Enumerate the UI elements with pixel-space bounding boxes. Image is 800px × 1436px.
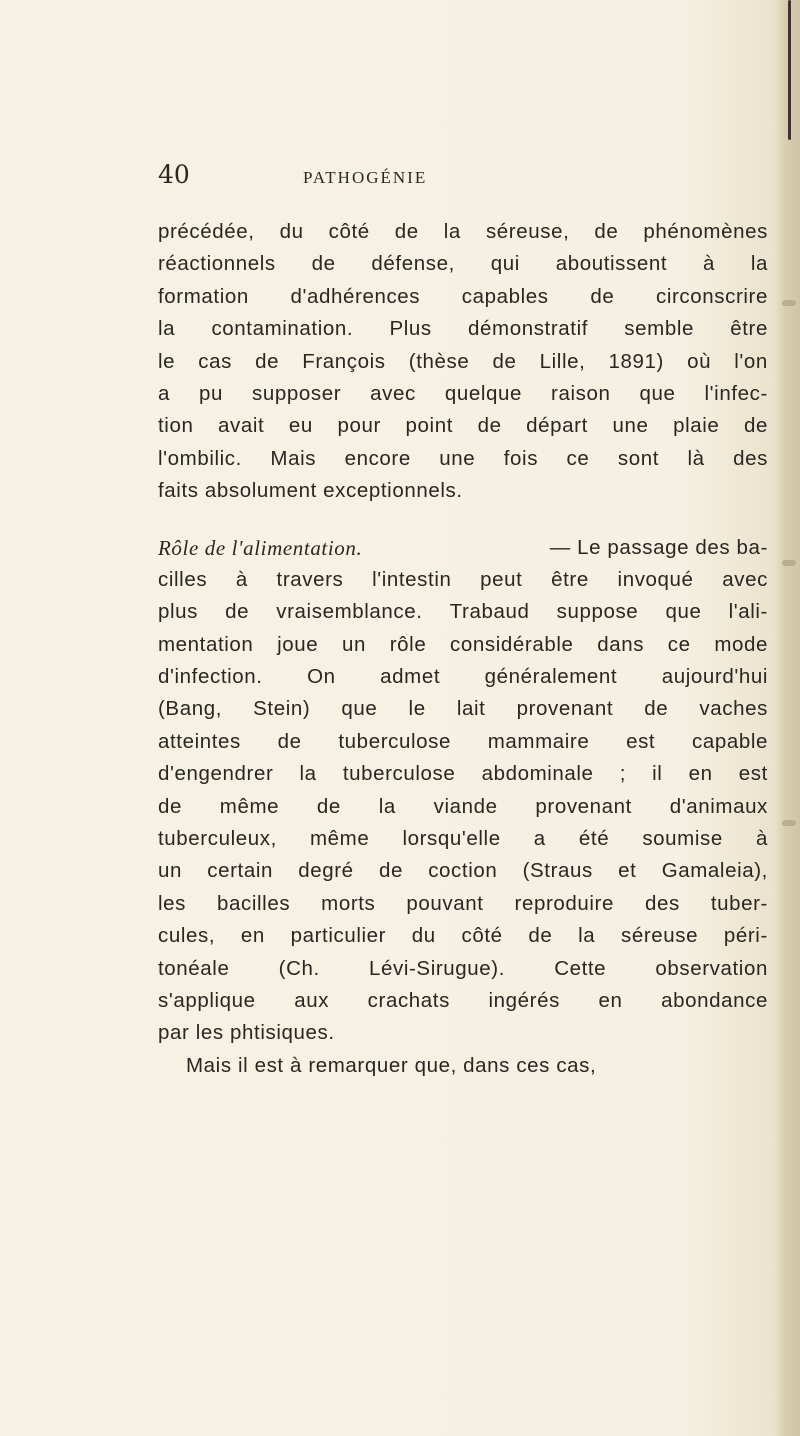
text-line: précédée, du côté de la séreuse, de phénomènes (158, 220, 768, 243)
page-edge-strip (774, 0, 800, 1436)
text-line: le cas de François (thèse de Lille, 1891) où l'on (158, 349, 768, 373)
text-line: faits absolument exceptionnels. (158, 479, 463, 503)
text-line: par les phtisiques. (158, 1021, 335, 1045)
text-line: (Bang, Stein) que le lait provenant de vaches (158, 697, 768, 721)
page-edge-mark (782, 560, 796, 566)
text-line: un certain degré de coction (Straus et Gamaleia), (158, 859, 768, 883)
section-heading-line (158, 532, 768, 564)
section-heading: Rôle de l'alimentation. (158, 535, 363, 560)
body-text (158, 216, 768, 1082)
text-line: cules, en particulier du côté de la séreuse péri- (158, 924, 768, 948)
text-line: tonéale (Ch. Lévi-Sirugue). Cette observation (158, 956, 768, 980)
text-line: plus de vraisemblance. Trabaud suppose que l'ali- (158, 600, 768, 624)
text-line: atteintes de tuberculose mammaire est capable (158, 729, 768, 753)
text-line: a pu supposer avec quelque raison que l'infec- (158, 381, 768, 405)
text-line: formation d'adhérences capables de circonscrire (158, 284, 768, 308)
running-head: PATHOGÉNIE (303, 168, 428, 187)
page-number: 40 (158, 160, 190, 189)
page-edge-shadow (788, 0, 791, 140)
page-header (158, 160, 768, 190)
text-line: l'ombilic. Mais encore une fois ce sont là des (158, 446, 768, 470)
paragraph (158, 1050, 768, 1082)
text-line: d'engendrer la tuberculose abdominale ; il en est (158, 762, 768, 786)
text-line: mentation joue un rôle considérable dans ce mode (158, 632, 768, 656)
text-line: les bacilles morts pouvant reproduire des tuber- (158, 891, 768, 915)
text-line: cilles à travers l'intestin peut être invoqué avec (158, 567, 768, 591)
text-line: d'infection. On admet généralement aujourd'hui (158, 665, 768, 689)
paragraph (158, 532, 768, 1050)
text-line: s'applique aux crachats ingérés en abondance (158, 988, 768, 1012)
page-edge-mark (782, 820, 796, 826)
text-line: de même de la viande provenant d'animaux (158, 794, 768, 818)
page-edge-mark (782, 300, 796, 306)
text-line: Mais il est à remarquer que, dans ces cas, (186, 1053, 597, 1077)
text-line: tuberculeux, même lorsqu'elle a été soumise à (158, 827, 768, 851)
paragraph (158, 216, 768, 508)
text-line: réactionnels de défense, qui aboutissent à la (158, 252, 768, 276)
text-fragment: — Le passage des ba- (549, 535, 768, 559)
text-line: la contamination. Plus démonstratif semble être (158, 317, 768, 341)
text-line: tion avait eu pour point de départ une plaie de (158, 414, 768, 438)
